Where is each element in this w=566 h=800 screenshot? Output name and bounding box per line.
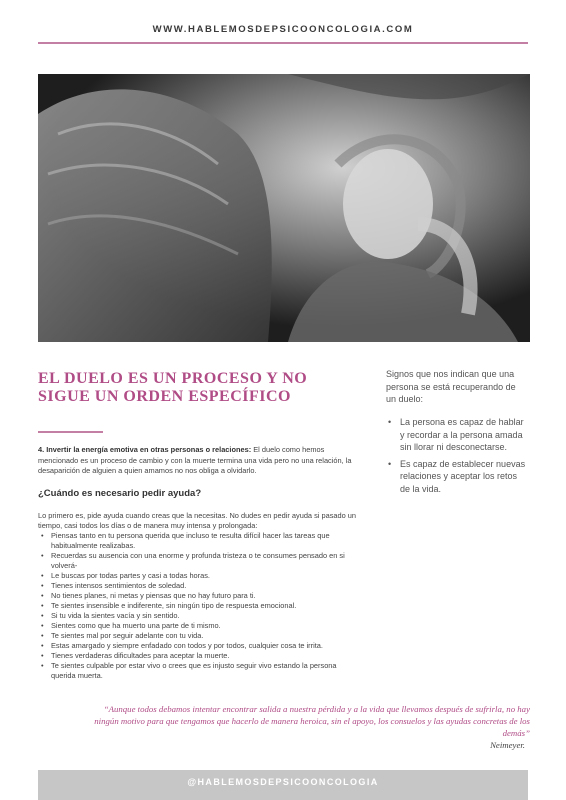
angel-statue-photo [38,74,530,342]
list-item: • Le buscas por todas partes y casi a todas horas. [38,571,358,581]
help-subheading: ¿Cuándo es necesario pedir ayuda? [38,488,202,499]
social-handle[interactable]: @HABLEMOSDEPSICOONCOLOGIA [187,777,379,787]
quote-author: Neimeyer. [490,740,525,750]
list-item: • Recuerdas su ausencia con una enorme y profunda tristeza o te consumes pensado en si volverá- [38,551,358,571]
sidebar-intro: Signos que nos indican que una persona se está recuperando de un duelo: [386,369,516,404]
point-4-paragraph [38,445,358,477]
site-url[interactable]: WWW.HABLEMOSDEPSICOONCOLOGIA.COM [152,24,414,35]
list-item: • Te sientes culpable por estar vivo o crees que es injusto seguir vivo estando la persona querida muerta. [38,661,358,681]
list-item: • Estas amargado y siempre enfadado con todos y por todos, cualquier cosa te irrita. [38,641,358,651]
symptoms-list [38,531,358,681]
section-heading: EL DUELO ES UN PROCESO Y NO SIGUE UN ORDEN ESPECÍFICO [38,370,308,405]
list-item: • Te sientes insensible e indiferente, sin ningún tipo de respuesta emocional. [38,601,358,611]
point-4-lead: 4. Invertir la energía emotiva en otras personas o relaciones: [38,445,252,454]
list-item: • Es capaz de establecer nuevas relaciones y aceptar los retos de la vida. [386,458,526,496]
list-item: • Sientes como que ha muerto una parte de ti mismo. [38,621,358,631]
header-divider [38,42,528,44]
help-intro: Lo primero es, pide ayuda cuando creas que la necesitas. No dudes en pedir ayuda si pasado un tiempo, casi todos los días o de manera muy intensa y prolongada: [38,511,357,530]
list-item: • Tienes intensos sentimientos de soledad. [38,581,358,591]
list-item: • Te sientes mal por seguir adelante con tu vida. [38,631,358,641]
list-item: • La persona es capaz de hablar y recordar a la persona amada sin llorar ni desconectarse. [386,416,526,454]
list-item: • Si tu vida la sientes vacía y sin sentido. [38,611,358,621]
list-item: • Tienes verdaderas dificultades para aceptar la muerte. [38,651,358,661]
list-item: • Piensas tanto en tu persona querida que incluso te resulta difícil hacer las tareas que habitualmente realizabas. [38,531,358,551]
quote-text: “Aunque todos debamos intentar encontrar salida a nuestra pérdida y a la vida que llevamos después de sufrirla, no hay ningún motivo para que tengamos que hacerlo de manera heroica, sin el apoyo, los consuelos y las ayudas concretas de los demás” [94,704,530,738]
point-4-text: El duelo como hemos mencionado es un proceso de cambio y con la muerte termina una vida pero no una relación, la desaparición de alguien a quien amamos no nos obliga a olvidarlo. [38,445,352,475]
recovery-signs-list [386,416,526,499]
list-item: • No tienes planes, ni metas y piensas que no hay futuro para ti. [38,591,358,601]
footer-bar [38,770,528,800]
heading-divider [38,431,103,433]
